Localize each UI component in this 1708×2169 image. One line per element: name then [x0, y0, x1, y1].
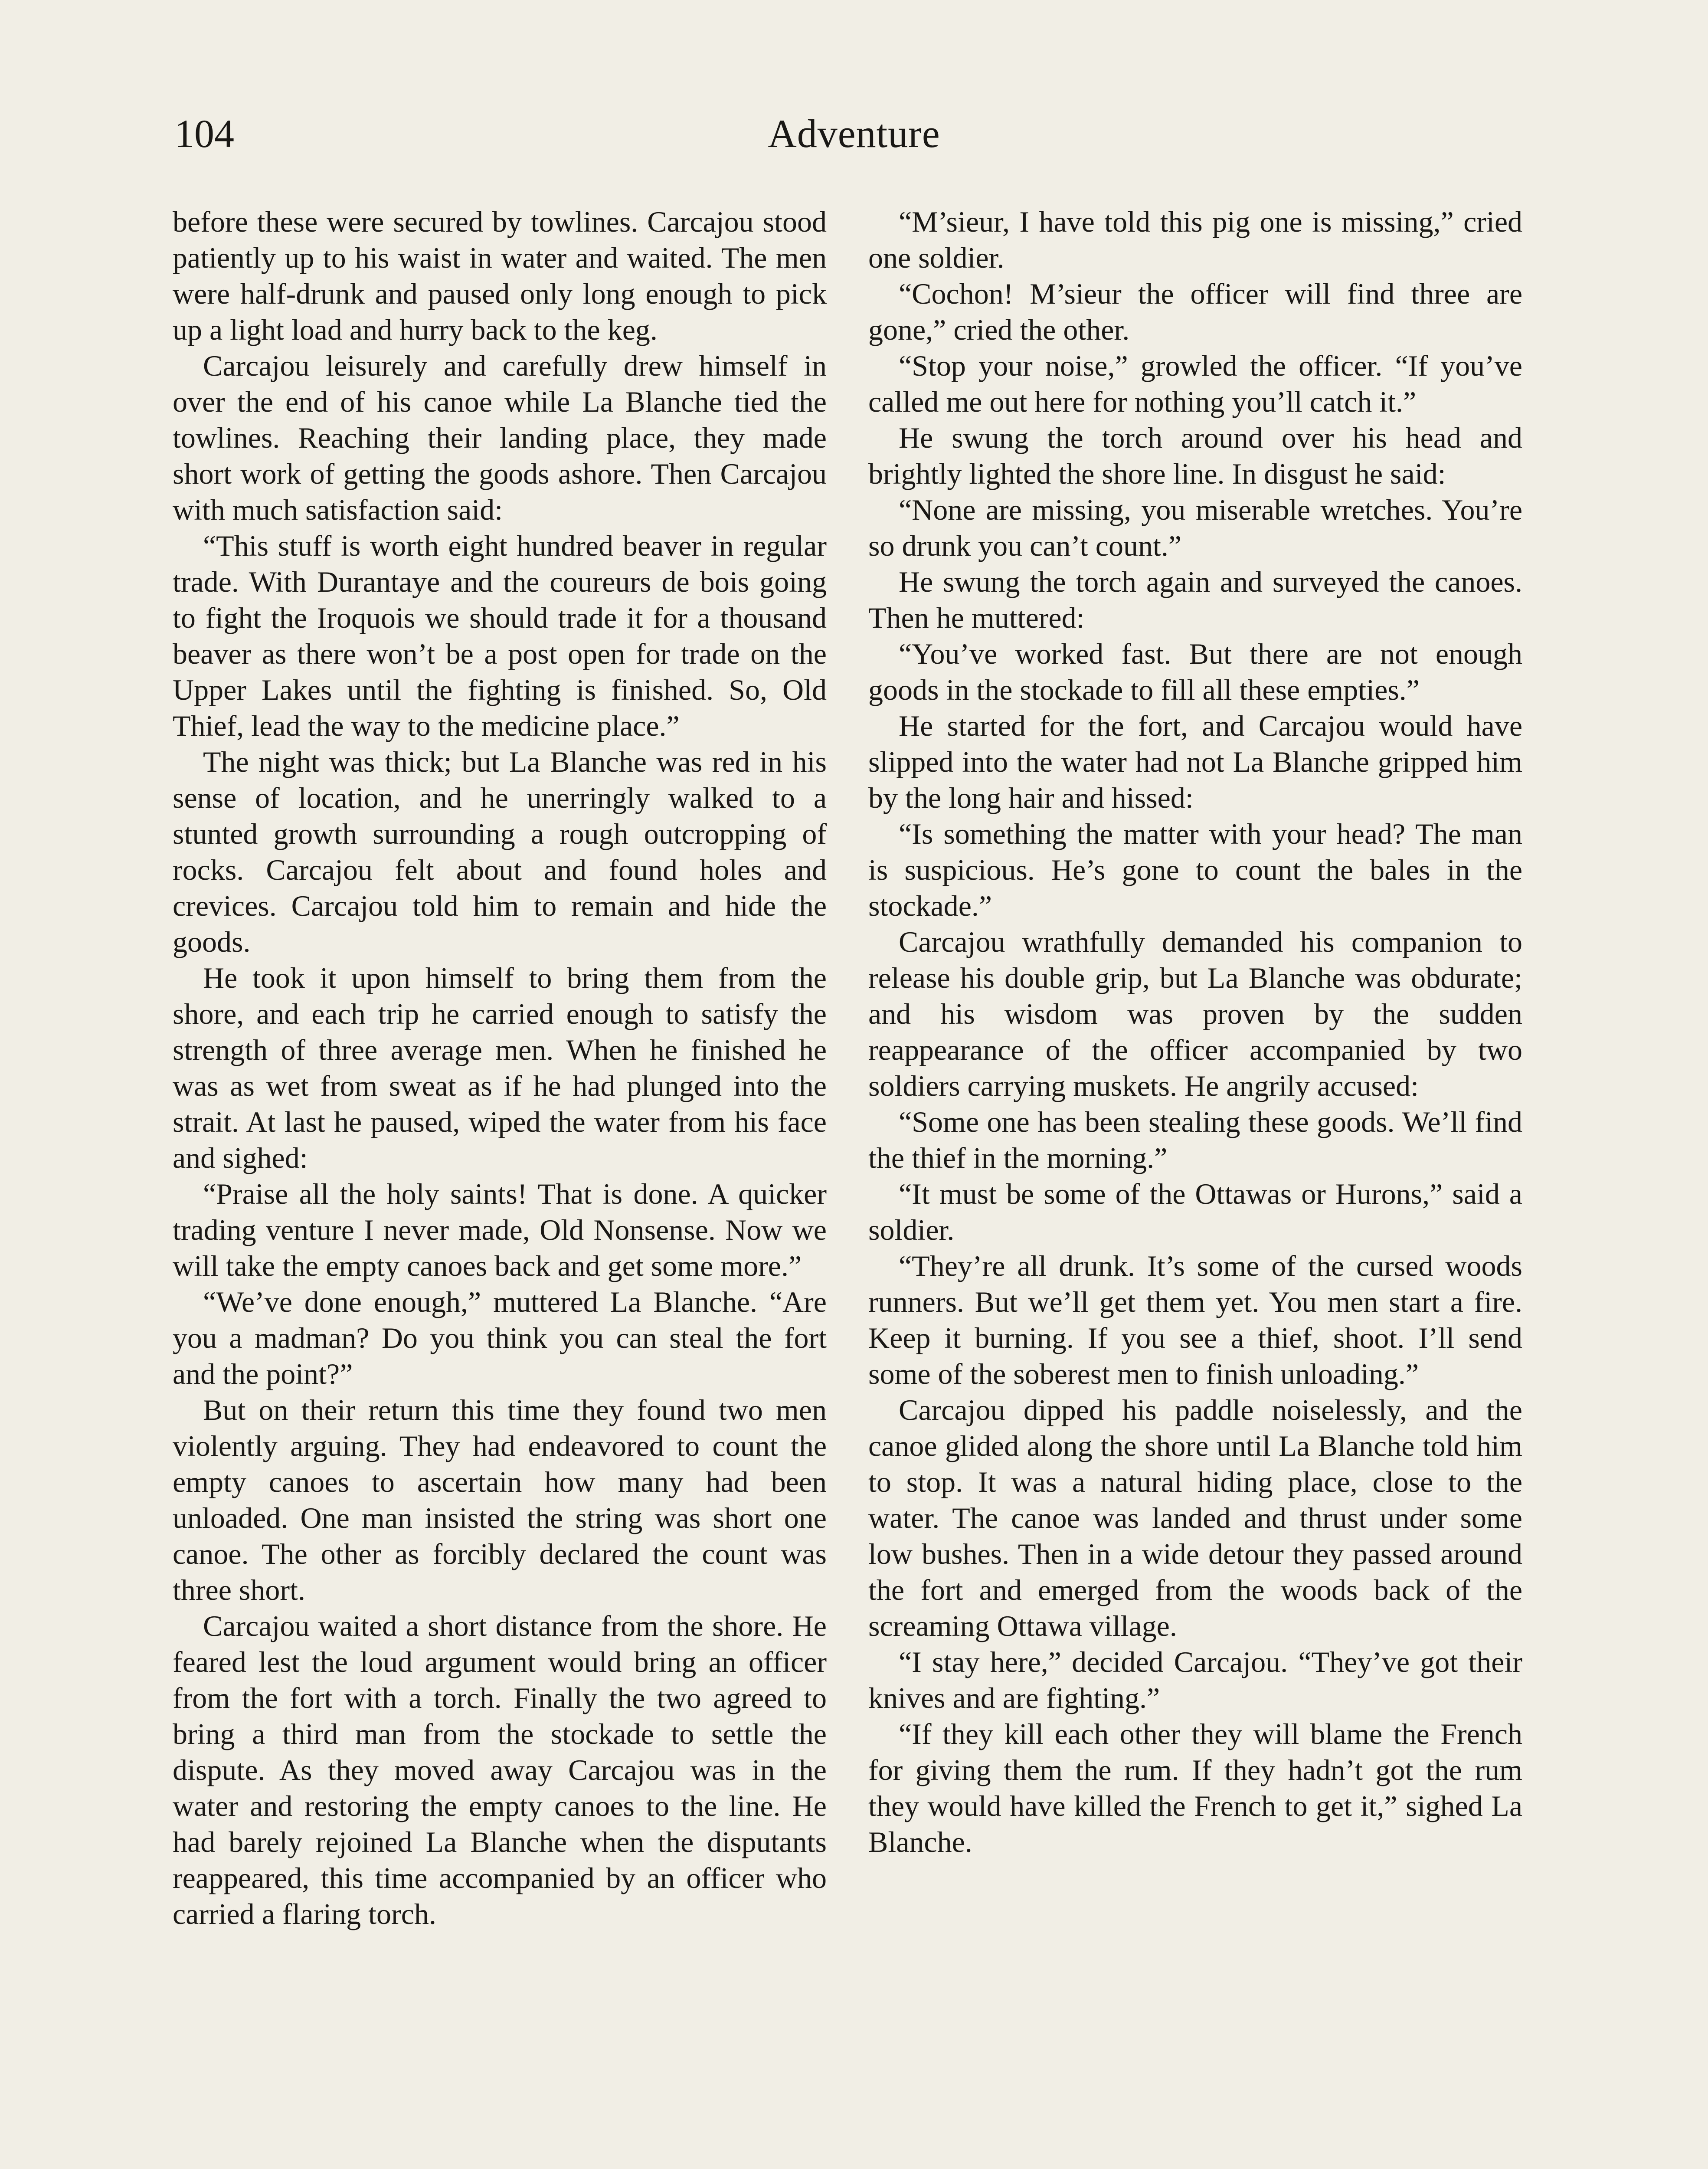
left-column [173, 204, 827, 1932]
paragraph: “This stuff is worth eight hundred beaver in regular trade. With Durantaye and the coureurs de bois going to fight the Iroquois we should trade it for a thousand beaver as there won’t be a post open for trade on the Upper Lakes until the fighting is finished. So, Old Thief, lead the way to the medicine place.” [173, 529, 827, 742]
paragraph: “M’sieur, I have told this pig one is missing,” cried one soldier. [868, 205, 1522, 274]
paragraph: The night was thick; but La Blanche was red in his sense of location, and he unerringly walked to a stunted growth surrounding a rough outcropping of rocks. Carcajou felt about and found holes and crevices. Carcajou told him to remain and hide the goods. [173, 745, 827, 958]
paragraph: He swung the torch around over his head and brightly lighted the shore line. In disgust he said: [868, 421, 1522, 490]
paragraph: He swung the torch again and surveyed the canoes. Then he muttered: [868, 565, 1522, 634]
running-head-title: Adventure [768, 111, 940, 156]
paragraph: Carcajou dipped his paddle noiselessly, and the canoe glided along the shore until La Blanche told him to stop. It was a natural hiding place, close to the water. The canoe was landed and thrust under some low bushes. Then in a wide detour they passed around the fort and emerged from the woods back of the screaming Ottawa village. [868, 1393, 1522, 1642]
paragraph: “You’ve worked fast. But there are not enough goods in the stockade to fill all these empties.” [868, 637, 1522, 706]
paragraph: But on their return this time they found two men violently arguing. They had endeavored to count the empty canoes to ascertain how many had been unloaded. One man insisted the string was short one canoe. The other as forcibly declared the count was three short. [173, 1393, 827, 1606]
paragraph: “I stay here,” decided Carcajou. “They’ve got their knives and are fighting.” [868, 1645, 1522, 1714]
paragraph: “We’ve done enough,” muttered La Blanche. “Are you a madman? Do you think you can steal the fort and the point?” [173, 1285, 827, 1390]
paragraph: Carcajou wrathfully demanded his companion to release his double grip, but La Blanche was obdurate; and his wisdom was proven by the sudden reappearance of the officer accompanied by two soldiers carrying muskets. He angrily accused: [868, 925, 1522, 1102]
paragraph: “Praise all the holy saints! That is done. A quicker trading venture I never made, Old Nonsense. Now we will take the empty canoes back and get some more.” [173, 1177, 827, 1282]
paragraph: Carcajou waited a short distance from the shore. He feared lest the loud argument would bring an officer from the fort with a torch. Finally the two agreed to bring a third man from the stockade to settle the dispute. As they moved away Carcajou was in the water and restoring the empty canoes to the line. He had barely rejoined La Blanche when the disputants reappeared, this time accompanied by an officer who carried a flaring torch. [173, 1609, 827, 1930]
paragraph: before these were secured by towlines. Carcajou stood patiently up to his waist in water and waited. The men were half-drunk and paused only long enough to pick up a light load and hurry back to the keg. [173, 205, 827, 346]
page-number: 104 [174, 111, 234, 156]
paragraph: “None are missing, you miserable wretches. You’re so drunk you can’t count.” [868, 493, 1522, 562]
paragraph: “Cochon! M’sieur the officer will find three are gone,” cried the other. [868, 277, 1522, 346]
paragraph: “They’re all drunk. It’s some of the cursed woods runners. But we’ll get them yet. You men start a fire. Keep it burning. If you see a thief, shoot. I’ll send some of the soberest men to finish unloading.” [868, 1249, 1522, 1390]
paragraph: “Is something the matter with your head? The man is suspicious. He’s gone to count the bales in the stockade.” [868, 817, 1522, 922]
right-column [868, 204, 1522, 1860]
paragraph: “Stop your noise,” growled the officer. “If you’ve called me out here for nothing you’ll catch it.” [868, 349, 1522, 418]
paragraph: “It must be some of the Ottawas or Hurons,” said a soldier. [868, 1177, 1522, 1246]
paragraph: “If they kill each other they will blame the French for giving them the rum. If they hadn’t got the rum they would have killed the French to get it,” sighed La Blanche. [868, 1717, 1522, 1858]
paragraph: Carcajou leisurely and carefully drew himself in over the end of his canoe while La Blanche tied the towlines. Reaching their landing place, they made short work of getting the goods ashore. Then Carcajou with much satisfaction said: [173, 349, 827, 526]
paragraph: “Some one has been stealing these goods. We’ll find the thief in the morning.” [868, 1105, 1522, 1174]
paragraph: He took it upon himself to bring them from the shore, and each trip he carried enough to satisfy the strength of three average men. When he finished he was as wet from sweat as if he had plunged into the strait. At last he paused, wiped the water from his face and sighed: [173, 961, 827, 1174]
paragraph: He started for the fort, and Carcajou would have slipped into the water had not La Blanche gripped him by the long hair and hissed: [868, 709, 1522, 814]
